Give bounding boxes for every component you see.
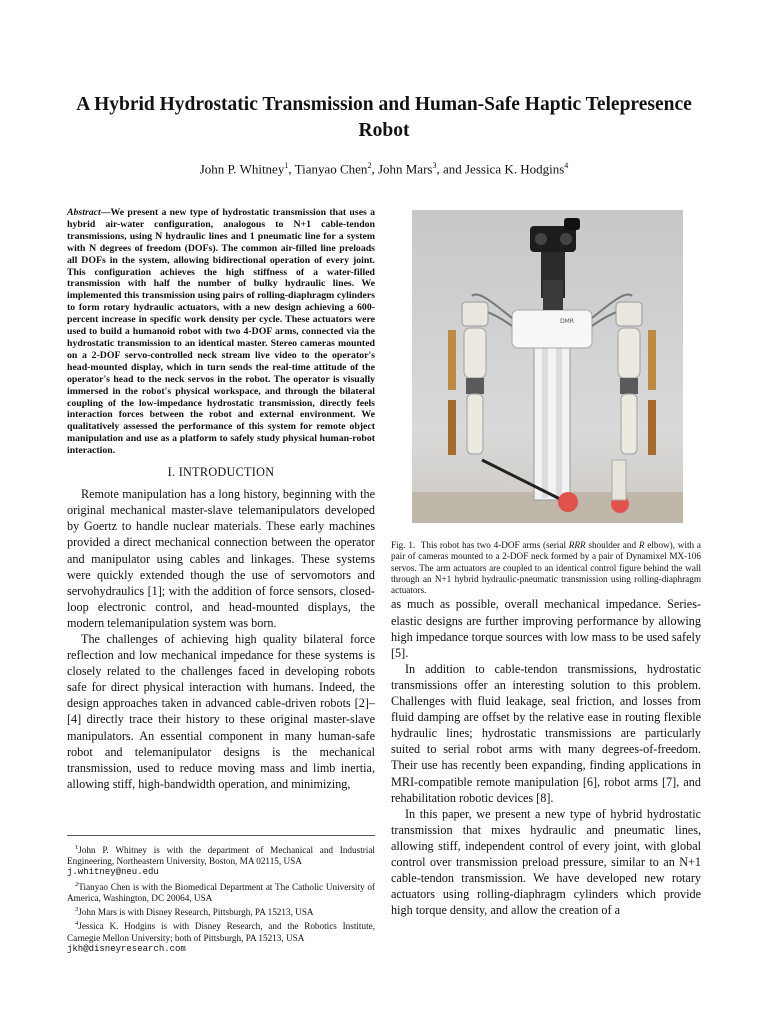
figure-caption xyxy=(391,540,701,596)
footnote-text: John P. Whitney is with the department of Mechanical and Industrial Engineering, Northeastern University, Boston, MA 02115, USA xyxy=(67,845,375,867)
author-separator: , and xyxy=(436,161,465,177)
footnote-email: j.whitney@neu.edu xyxy=(67,867,159,878)
author-name: Jessica K. Hodgins xyxy=(465,161,565,177)
footnote xyxy=(67,842,375,879)
caption-text: This robot has two 4-DOF arms (serial xyxy=(420,540,569,550)
abstract-text: We present a new type of hydrostatic transmission that uses a hybrid air-water configuration, analogous to N+1 cable-tendon transmissions, using N hydraulic lines and 1 pneumatic line for a system with N degrees of freedom (DOFs). The common air-filled line preloads all DOFs in the system, allowing bidirectional operation of every joint. This configuration achieves the high stiffness of a water-filled transmission with half the number of bulky hydraulic lines. We implemented this transmission using pairs of rolling-diaphragm cylinders to form rotary hydraulic actuators, with a new design achieving a 600-percent increase in specific work density per cycle. These actuators were used to build a humanoid robot with two 4-DOF arms, connected via the hydrostatic transmission to an identical master. Stereo cameras mounted on a 2-DOF servo-controlled neck stream live video to the operator's head-mounted display, which in turn sends the real-time attitude of the operator's head to the neck servos in the robot. The operator is visually immersed in the robot's physical workspace, and through the bilateral coupling of the low-impedance hydrostatic transmission, directly feels interaction forces between the robot and external environment. We qualitatively assessed the performance of this system for remote object manipulation and use as a platform to safely study physical human-robot interaction. xyxy=(67,207,375,457)
right-hydraulic-line xyxy=(648,400,656,455)
author-line xyxy=(60,161,708,177)
footnote xyxy=(67,879,375,904)
footnote-mark: 1 xyxy=(75,844,79,851)
neck-servo-lower xyxy=(543,280,563,310)
paper-title: A Hybrid Hydrostatic Transmission and Human-Safe Haptic Telepresence Robot xyxy=(76,94,692,141)
robot-illustration xyxy=(412,210,683,523)
camera-lens-left xyxy=(535,233,547,245)
footnote-text: Tianyao Chen is with the Biomedical Department at The Catholic University of America, Washington, DC 20064, USA xyxy=(67,881,375,903)
body-paragraph: Remote manipulation has a long history, beginning with the original mechanical master-slave telemanipulators developed by Goertz to handle nuclear materials. These early machines provided a direct mechanical connection between the operator and manipulator using cables and linkages. These systems were quickly extended though the use of servomotors and servohydraulics [1]; with the addition of force sensors, closed-loop electronic control, and head-mounted displays, the modern telemanipulation system was born. xyxy=(67,487,375,630)
section-title: INTRODUCTION xyxy=(178,465,275,480)
robot-logo: DMR xyxy=(560,318,574,325)
author-name: John Mars xyxy=(377,161,433,177)
abstract xyxy=(67,207,375,457)
left-column xyxy=(67,207,375,792)
footnote-mark: 3 xyxy=(75,906,79,914)
right-gripper xyxy=(612,460,626,500)
footnote-text: John Mars is with Disney Research, Pittsburgh, PA 15213, USA xyxy=(78,907,314,918)
left-hydraulic-line xyxy=(448,330,456,390)
body-paragraph: as much as possible, overall mechanical impedance. Series-elastic designs are further improving performance by allowing high impedance torque sources with low mass to be used safely [5]. xyxy=(391,597,701,660)
left-hydraulic-line xyxy=(448,400,456,455)
body-paragraph: The challenges of achieving high quality bilateral force reflection and low mechanical impedance for these systems is closely related to the challenges faced in developing robots safe for direct physical interaction with humans. Indeed, the design approaches taken in advanced cable-driven robots [2]–[4] directly trace their history to these original master-slave manipulators. An essential component in many human-safe robot and telemanipulator designs is the mechanical transmission, used to reduce moving mass and limb inertia, allowing stiff, high-bandwidth operation, and minimizing, xyxy=(67,631,375,791)
footnote-mark: 4 xyxy=(75,920,79,928)
caption-text: shoulder and xyxy=(585,540,639,550)
left-elbow xyxy=(466,378,484,394)
author-separator: , xyxy=(288,161,295,177)
footnote-mark: 2 xyxy=(75,880,79,888)
section-heading xyxy=(67,464,375,480)
shoulder-plate xyxy=(512,310,592,348)
caption-italic: RRR xyxy=(568,540,586,550)
right-elbow xyxy=(620,378,638,394)
author-affil-mark: 1 xyxy=(284,161,289,170)
author-affil-mark: 4 xyxy=(564,161,569,170)
right-upper-arm xyxy=(618,328,640,378)
footnote-text: Jessica K. Hodgins is with Disney Research, and the Robotics Institute, Carnegie Mellon University; both of Pittsburgh, PA 15213, USA xyxy=(67,921,375,943)
right-shoulder-actuator xyxy=(616,302,642,326)
red-ball xyxy=(558,492,578,512)
body-paragraph: In this paper, we present a new type of hybrid hydrostatic transmission that mixes hydraulic and pneumatic lines, allowing stiff, independent control of every joint, with global control over transmission preload pressure, similar to an N+1 cable-tendon transmission. We have developed new rotary actuators using rolling-diaphragm cylinders which provide high torque density, and allow the creation of a xyxy=(391,806,701,918)
author-name: John P. Whitney xyxy=(199,161,285,177)
body-paragraph: In addition to cable-tendon transmissions, hydrostatic transmissions offer an interesting solution to this problem. Challenges with fluid leakage, seal friction, and losses from fluid damping are offset by the relative ease in routing flexible hydraulic lines; hydrostatic transmissions are particularly suited to serial robot arms with many degrees-of-freedom. Their use has recently been expanding, finding applications in MRI-compatible remote manipulation [6], robot arms [7], and rehabilitation robotic devices [8]. xyxy=(391,661,701,805)
author-affil-mark: 2 xyxy=(367,161,372,170)
camera-top xyxy=(564,218,580,230)
footnotes xyxy=(67,835,375,955)
footnote xyxy=(67,904,375,918)
left-upper-arm xyxy=(464,328,486,378)
robot-photo xyxy=(412,210,683,523)
abstract-dash: — xyxy=(100,207,111,218)
caption-italic: R xyxy=(638,540,645,550)
right-hydraulic-line xyxy=(648,330,656,390)
left-forearm xyxy=(467,394,483,454)
right-forearm xyxy=(621,394,637,454)
footnote-email: jkh@disneyresearch.com xyxy=(67,943,186,954)
abstract-label: Abstract xyxy=(67,207,101,218)
author-separator: , xyxy=(371,161,378,177)
author-affil-mark: 3 xyxy=(432,161,437,170)
figure-label: Fig. 1. xyxy=(391,540,416,550)
footnote xyxy=(67,918,375,955)
right-column xyxy=(391,206,701,918)
left-shoulder-actuator xyxy=(462,302,488,326)
author-name: Tianyao Chen xyxy=(294,161,368,177)
section-number: I. xyxy=(167,465,176,480)
caption-text: elbow), with a pair of cameras mounted to a 2-DOF neck formed by a pair of Dynamixel MX-106 servos. The arm actuators are coupled to an identical control figure behind the wall through an N+1 hybrid hydraulic-pneumatic transmission using rolling-diaphragm actuators. xyxy=(391,540,701,596)
camera-lens-right xyxy=(560,233,572,245)
